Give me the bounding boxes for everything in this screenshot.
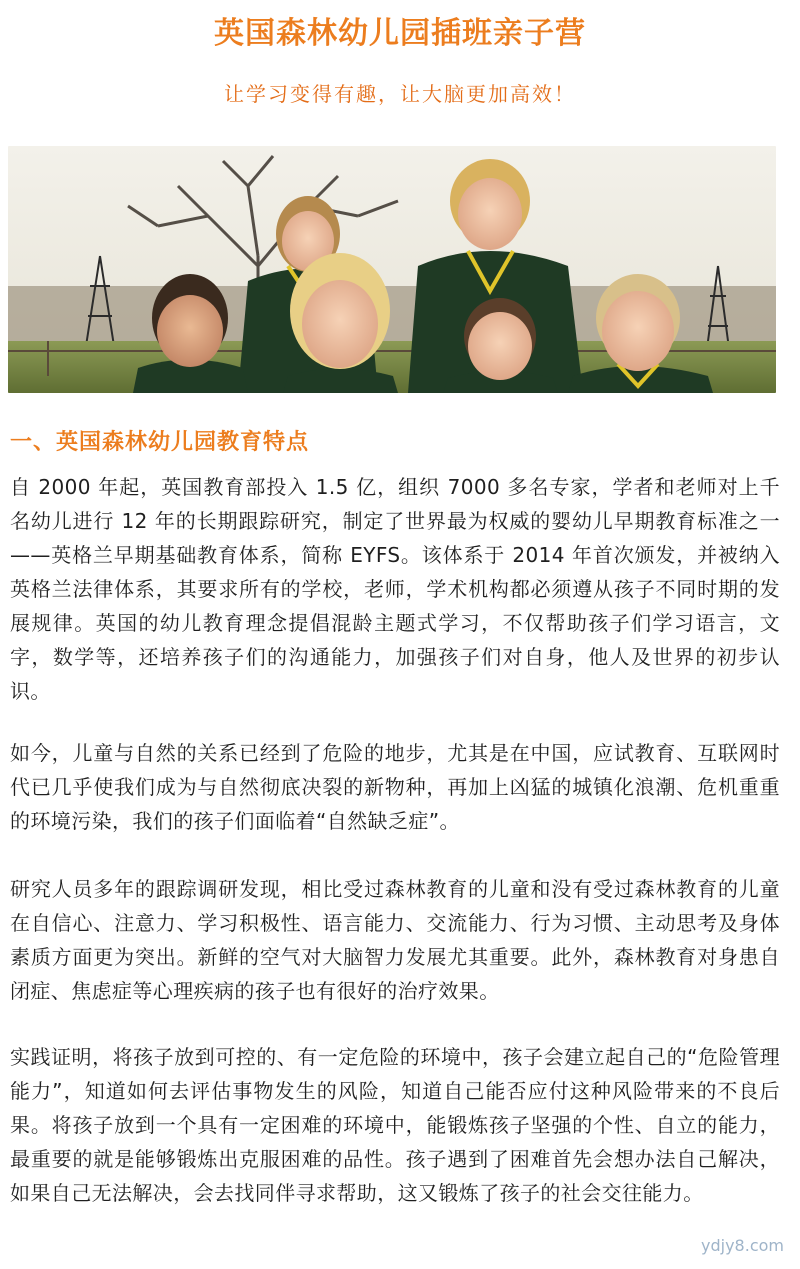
paragraph-1: 自 2000 年起，英国教育部投入 1.5 亿，组织 7000 多名专家，学者和老师对上千名幼儿进行 12 年的长期跟踪研究，制定了世界最为权威的婴幼儿早期教育标准之一——英格兰早期基础教育体系，简称 EYFS。该体系于 2014 年首次颁发，并被纳入英格兰法律体系，其要求所有的学校，老师，学术机构都必须遵从孩子不同时期的发展规律。英国的幼儿教育理念提倡混龄主题式学习，不仅帮助孩子们学习语言，文字，数学等，还培养孩子们的沟通能力，加强孩子们对自身，他人及世界的初步认识。: [10, 475, 780, 703]
paragraph-3: 研究人员多年的跟踪调研发现，相比受过森林教育的儿童和没有受过森林教育的儿童在自信心、注意力、学习积极性、语言能力、交流能力、行为习惯、主动思考及身体素质方面更为突出。新鲜的空气对大脑智力发展尤其重要。此外，森林教育对身患自闭症、焦虑症等心理疾病的孩子也有很好的治疗效果。: [10, 877, 780, 1003]
section-heading: 一、英国森林幼儿园教育特点: [10, 430, 310, 455]
page-subtitle: 让学习变得有趣，让大脑更加高效！: [224, 82, 576, 106]
hero-photo: [8, 146, 776, 393]
paragraph-2: 如今，儿童与自然的关系已经到了危险的地步，尤其是在中国，应试教育、互联网时代已几乎使我们成为与自然彻底决裂的新物种，再加上凶猛的城镇化浪潮、危机重重的环境污染，我们的孩子们面临着“自然缺乏症”。: [10, 741, 780, 833]
site-watermark: ydjy8.com: [701, 1236, 784, 1255]
paragraph-4: 实践证明，将孩子放到可控的、有一定危险的环境中，孩子会建立起自己的“危险管理能力”，知道如何去评估事物发生的风险，知道自己能否应付这种风险带来的不良后果。将孩子放到一个具有一定困难的环境中，能锻炼孩子坚强的个性、自立的能力，最重要的就是能够锻炼出克服困难的品性。孩子遇到了困难首先会想办法自己解决，如果自己无法解决，会去找同伴寻求帮助，这又锻炼了孩子的社会交往能力。: [10, 1045, 780, 1205]
page-title: 英国森林幼儿园插班亲子营: [214, 16, 586, 51]
children-photo-illustration: [8, 146, 776, 393]
